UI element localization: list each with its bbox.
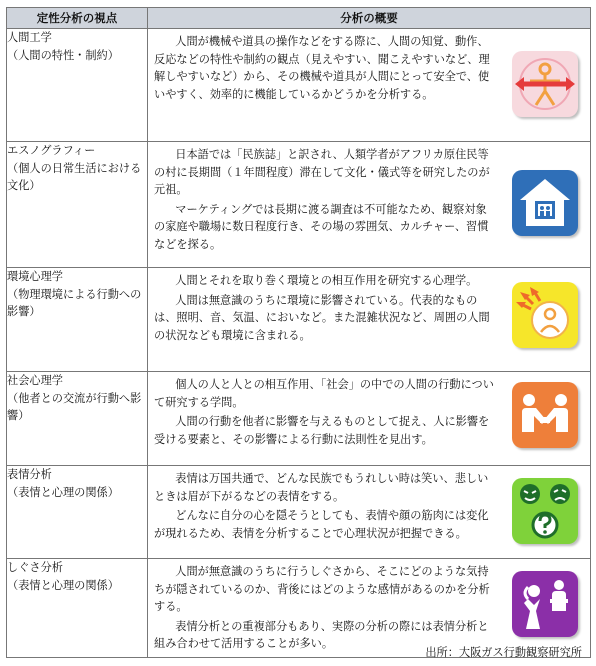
gesture-figures-icon [512, 571, 578, 637]
table-row [7, 142, 591, 268]
aspect-name: 社会心理学 [7, 374, 63, 387]
source-note: 出所：大阪ガス行動観察研究所 [425, 646, 582, 659]
overview-paragraph: どんなに自分の心を隠そうとしても、表情や顔の筋肉には変化が現れるため、表情を分析することで心理状況が把握できる。 [154, 509, 489, 540]
table-row [7, 29, 591, 142]
overview-paragraph: 人間が機械や道具の操作などをする際に、人間の知覚、動作、反応などの特性や制約の観点（見えやすい、聞こえやすいなど、理解しやすいなど）から、その機械や道具が人間にとって安全で、使いやすく、効率的に機能しているかどうかを分析する。 [154, 35, 490, 101]
aspect-cell [7, 372, 148, 466]
environment-person-icon [512, 282, 578, 348]
overview-cell [148, 466, 591, 559]
overview-cell [148, 559, 591, 658]
overview-cell [148, 268, 591, 372]
aspect-subtitle: （人間の特性・制約） [7, 48, 119, 62]
overview-paragraph: 人間が無意識のうちに行うしぐさから、そこにどのような気持ちが隠されているのか、背後にはどのような感情があるのかを分析する。 [154, 565, 490, 614]
aspect-name: 表情分析 [7, 468, 52, 481]
analysis-table [6, 7, 591, 658]
overview-cell [148, 142, 591, 268]
overview-paragraph: 人間の行動を他者に影響を与えるものとして捉え、人に影響を受ける要素と、その影響による行動に法則性を見出す。 [154, 415, 490, 446]
table-row [7, 268, 591, 372]
aspect-subtitle: （物理環境による行動への影響） [7, 287, 142, 319]
overview-cell [148, 372, 591, 466]
overview-paragraph: 個人の人と人との相互作用、「社会」の中での人間の行動について研究する学問。 [154, 378, 494, 409]
overview-paragraph: 人間は無意識のうちに環境に影響されている。代表的なものは、照明、音、気温、においなど。また混雑状況など、周囲の人間の状況なども環境に含まれる。 [154, 293, 490, 342]
aspect-subtitle: （表情と心理の関係） [7, 485, 119, 499]
aspect-cell [7, 466, 148, 559]
aspect-subtitle: （表情と心理の関係） [7, 578, 119, 592]
aspect-cell [7, 559, 148, 658]
aspect-name: しぐさ分析 [7, 561, 63, 574]
aspect-name: 環境心理学 [7, 270, 63, 283]
ergonomics-figure-icon [512, 51, 578, 117]
aspect-cell [7, 268, 148, 372]
header-aspect: 定性分析の視点 [7, 8, 148, 29]
faces-question-icon [512, 478, 578, 544]
overview-paragraph: 日本語では「民族誌」と訳され、人類学者がアフリカ原住民等の村に長期間（１年間程度）滞在して文化・儀式等を研究したのが元祖。 [154, 148, 490, 197]
table-row [7, 372, 591, 466]
aspect-subtitle: （個人の日常生活における文化） [7, 161, 142, 193]
table-header-row [7, 8, 591, 29]
overview-cell [148, 29, 591, 142]
house-icon [512, 170, 578, 236]
overview-paragraph: マーケティングでは長期に渡る調査は不可能なため、観察対象の家庭や職場に数日程度行き、その場の雰囲気、カルチャー、習慣などを探る。 [154, 202, 489, 251]
header-overview: 分析の概要 [148, 8, 591, 29]
table-row [7, 466, 591, 559]
handshake-icon [512, 382, 578, 448]
table-row [7, 559, 591, 658]
aspect-name: 人間工学 [7, 31, 52, 44]
aspect-cell [7, 29, 148, 142]
aspect-name: エスノグラフィー [7, 144, 96, 157]
overview-paragraph: 人間とそれを取り巻く環境との相互作用を研究する心理学。 [175, 274, 478, 287]
aspect-subtitle: （他者との交流が行動へ影響） [7, 391, 142, 423]
overview-paragraph: 表情は万国共通で、どんな民族でもうれしい時は笑い、悲しいときは眉が下がるなどの表情をする。 [154, 472, 489, 503]
aspect-cell [7, 142, 148, 268]
overview-paragraph: 表情分析との重複部分もあり、実際の分析の際には表情分析と組み合わせて活用することが多い。 [154, 619, 489, 651]
